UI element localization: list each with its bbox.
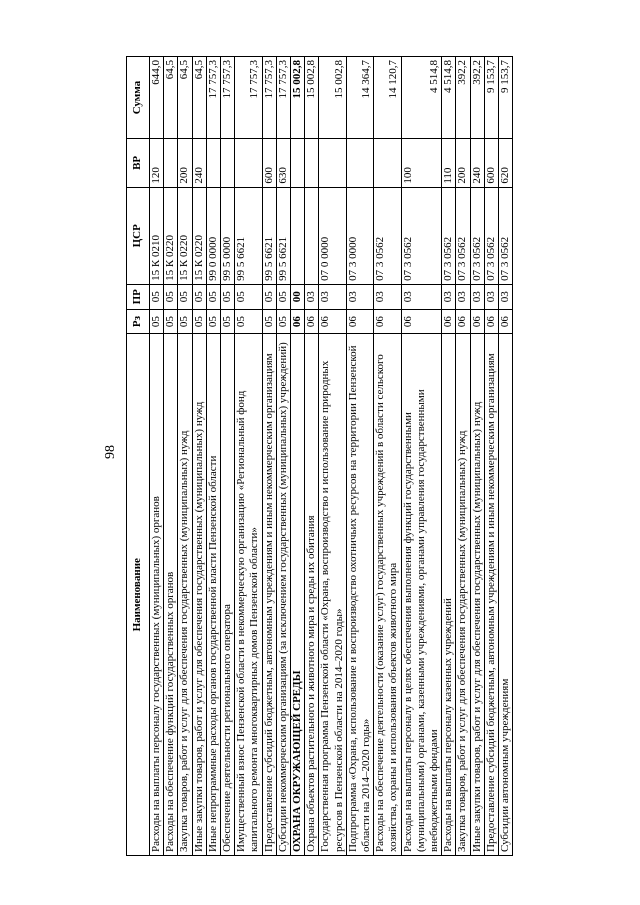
cell-rz: 06 bbox=[484, 309, 498, 334]
cell-name: Субсидии автономным учреждениям bbox=[499, 334, 513, 856]
cell-sum: 15 002,8 bbox=[291, 57, 305, 139]
cell-sum: 15 002,8 bbox=[305, 57, 319, 139]
cell-sum: 17 757,3 bbox=[276, 57, 290, 139]
table-row bbox=[235, 57, 262, 856]
cell-name: Субсидии некоммерческим организациям (за исключением государственных (муниципальных) учреждений) bbox=[276, 334, 290, 856]
cell-name: Иные закупки товаров, работ и услуг для обеспечения государственных (муниципальных) нужд bbox=[470, 334, 484, 856]
cell-sum: 392,2 bbox=[470, 57, 484, 139]
cell-csr: 99 5 0000 bbox=[221, 187, 235, 284]
header-pr: ПР bbox=[127, 284, 150, 309]
cell-pr: 03 bbox=[374, 284, 401, 309]
cell-vr bbox=[305, 139, 319, 188]
cell-rz: 06 bbox=[499, 309, 513, 334]
cell-sum: 64,5 bbox=[164, 57, 178, 139]
cell-rz: 05 bbox=[164, 309, 178, 334]
cell-vr bbox=[346, 139, 373, 188]
cell-sum: 4 514,8 bbox=[442, 57, 456, 139]
cell-vr: 240 bbox=[192, 139, 206, 188]
cell-csr bbox=[305, 187, 319, 284]
cell-name: Охрана объектов растительного и животного мира и среды их обитания bbox=[305, 334, 319, 856]
cell-sum: 14 364,7 bbox=[346, 57, 373, 139]
cell-name: Иные непрограммные расходы органов государственной власти Пензенской области bbox=[206, 334, 220, 856]
table-row bbox=[192, 57, 206, 856]
table-body bbox=[150, 57, 513, 856]
cell-sum: 17 757,3 bbox=[206, 57, 220, 139]
header-sum: Сумма bbox=[127, 57, 150, 139]
cell-sum: 64,5 bbox=[178, 57, 192, 139]
table-row bbox=[305, 57, 319, 856]
cell-rz: 05 bbox=[150, 309, 164, 334]
cell-pr: 03 bbox=[456, 284, 470, 309]
cell-rz: 06 bbox=[456, 309, 470, 334]
cell-vr: 600 bbox=[484, 139, 498, 188]
cell-pr: 03 bbox=[346, 284, 373, 309]
cell-vr bbox=[374, 139, 401, 188]
cell-vr: 120 bbox=[150, 139, 164, 188]
table-row bbox=[442, 57, 456, 856]
table-row bbox=[150, 57, 164, 856]
table-row bbox=[484, 57, 498, 856]
cell-vr: 630 bbox=[276, 139, 290, 188]
cell-csr: 99 0 0000 bbox=[206, 187, 220, 284]
cell-rz: 05 bbox=[262, 309, 276, 334]
cell-vr: 200 bbox=[178, 139, 192, 188]
cell-sum: 9 153,7 bbox=[484, 57, 498, 139]
cell-vr bbox=[235, 139, 262, 188]
table-row bbox=[262, 57, 276, 856]
page-number: 98 bbox=[103, 445, 118, 459]
table-row bbox=[178, 57, 192, 856]
cell-pr: 03 bbox=[319, 284, 346, 309]
cell-pr: 00 bbox=[291, 284, 305, 309]
cell-name: Государственная программа Пензенской области «Охрана, воспроизводство и использование природных ресурсов в Пензенской области на 2014–2020 годы» bbox=[319, 334, 346, 856]
cell-pr: 05 bbox=[221, 284, 235, 309]
cell-rz: 06 bbox=[346, 309, 373, 334]
table-row bbox=[470, 57, 484, 856]
header-rz: Рз bbox=[127, 309, 150, 334]
cell-name: Подпрограмма «Охрана, использование и воспроизводство охотничьих ресурсов на территории Пензенской области на 2014–2020 годы» bbox=[346, 334, 373, 856]
cell-csr: 99 5 6621 bbox=[235, 187, 262, 284]
cell-rz: 06 bbox=[305, 309, 319, 334]
cell-rz: 06 bbox=[470, 309, 484, 334]
cell-sum: 17 757,3 bbox=[262, 57, 276, 139]
cell-name: Расходы на обеспечение функций государственных органов bbox=[164, 334, 178, 856]
cell-name: Расходы на выплаты персоналу государственных (муниципальных) органов bbox=[150, 334, 164, 856]
cell-name: Расходы на выплаты персоналу казенных учреждений bbox=[442, 334, 456, 856]
cell-rz: 05 bbox=[206, 309, 220, 334]
cell-sum: 17 757,3 bbox=[235, 57, 262, 139]
table-row bbox=[499, 57, 513, 856]
cell-sum: 4 514,8 bbox=[401, 57, 442, 139]
cell-rz: 05 bbox=[276, 309, 290, 334]
cell-csr: 07 3 0562 bbox=[456, 187, 470, 284]
header-name: Наименование bbox=[127, 334, 150, 856]
cell-rz: 05 bbox=[221, 309, 235, 334]
cell-rz: 06 bbox=[291, 309, 305, 334]
cell-vr: 620 bbox=[499, 139, 513, 188]
cell-name: ОХРАНА ОКРУЖАЮЩЕЙ СРЕДЫ bbox=[291, 334, 305, 856]
cell-rz: 06 bbox=[442, 309, 456, 334]
cell-pr: 05 bbox=[262, 284, 276, 309]
cell-csr: 07 0 0000 bbox=[319, 187, 346, 284]
cell-name: Расходы на обеспечение деятельности (оказание услуг) государственных учреждений в области сельского хозяйства, охраны и использования объектов животного мира bbox=[374, 334, 401, 856]
cell-csr: 99 5 6621 bbox=[262, 187, 276, 284]
cell-vr bbox=[206, 139, 220, 188]
cell-vr bbox=[221, 139, 235, 188]
cell-vr bbox=[319, 139, 346, 188]
cell-name: Предоставление субсидий бюджетным, автономным учреждениям и иным некоммерческим организациям bbox=[484, 334, 498, 856]
cell-rz: 06 bbox=[319, 309, 346, 334]
cell-sum: 9 153,7 bbox=[499, 57, 513, 139]
cell-pr: 05 bbox=[276, 284, 290, 309]
cell-vr: 240 bbox=[470, 139, 484, 188]
table-row bbox=[291, 57, 305, 856]
cell-csr: 07 3 0562 bbox=[442, 187, 456, 284]
cell-sum: 14 120,7 bbox=[374, 57, 401, 139]
header-vr: ВР bbox=[127, 139, 150, 188]
table-row bbox=[401, 57, 442, 856]
cell-vr: 110 bbox=[442, 139, 456, 188]
header-csr: ЦСР bbox=[127, 187, 150, 284]
cell-vr: 100 bbox=[401, 139, 442, 188]
cell-sum: 392,2 bbox=[456, 57, 470, 139]
cell-sum: 64,5 bbox=[192, 57, 206, 139]
cell-sum: 17 757,3 bbox=[221, 57, 235, 139]
cell-pr: 03 bbox=[401, 284, 442, 309]
table-row bbox=[346, 57, 373, 856]
cell-rz: 05 bbox=[235, 309, 262, 334]
cell-csr bbox=[291, 187, 305, 284]
cell-csr: 15 К 0210 bbox=[150, 187, 164, 284]
cell-pr: 03 bbox=[442, 284, 456, 309]
table-header-row bbox=[127, 57, 150, 856]
cell-pr: 03 bbox=[484, 284, 498, 309]
cell-sum: 644,0 bbox=[150, 57, 164, 139]
cell-csr: 99 5 6621 bbox=[276, 187, 290, 284]
cell-pr: 03 bbox=[470, 284, 484, 309]
cell-pr: 05 bbox=[235, 284, 262, 309]
cell-vr: 200 bbox=[456, 139, 470, 188]
cell-pr: 05 bbox=[178, 284, 192, 309]
cell-name: Иные закупки товаров, работ и услуг для обеспечения государственных (муниципальных) нужд bbox=[192, 334, 206, 856]
cell-name: Предоставление субсидий бюджетным, автономным учреждениям и иным некоммерческим организациям bbox=[262, 334, 276, 856]
table-row bbox=[164, 57, 178, 856]
table-row bbox=[276, 57, 290, 856]
cell-rz: 05 bbox=[192, 309, 206, 334]
cell-csr: 07 3 0562 bbox=[499, 187, 513, 284]
table-row bbox=[374, 57, 401, 856]
cell-pr: 03 bbox=[305, 284, 319, 309]
rotated-page-body bbox=[126, 56, 580, 856]
cell-csr: 07 3 0562 bbox=[484, 187, 498, 284]
cell-csr: 07 3 0562 bbox=[401, 187, 442, 284]
budget-table bbox=[126, 56, 513, 856]
cell-vr: 600 bbox=[262, 139, 276, 188]
cell-csr: 15 К 0220 bbox=[164, 187, 178, 284]
cell-rz: 06 bbox=[401, 309, 442, 334]
cell-pr: 05 bbox=[206, 284, 220, 309]
table-row bbox=[319, 57, 346, 856]
cell-csr: 07 3 0000 bbox=[346, 187, 373, 284]
cell-vr bbox=[291, 139, 305, 188]
cell-pr: 05 bbox=[150, 284, 164, 309]
cell-name: Закупка товаров, работ и услуг для обеспечения государственных (муниципальных) нужд bbox=[456, 334, 470, 856]
cell-pr: 03 bbox=[499, 284, 513, 309]
cell-pr: 05 bbox=[164, 284, 178, 309]
cell-sum: 15 002,8 bbox=[319, 57, 346, 139]
cell-name: Обеспечение деятельности регионального оператора bbox=[221, 334, 235, 856]
cell-vr bbox=[164, 139, 178, 188]
rotated-table-container bbox=[126, 56, 580, 856]
cell-name: Расходы на выплаты персоналу в целях обеспечения выполнения функций государственными (муниципальными) органами, казенными учреждениями, органами управления государственными внебюджетными фондами bbox=[401, 334, 442, 856]
cell-rz: 06 bbox=[374, 309, 401, 334]
cell-pr: 05 bbox=[192, 284, 206, 309]
table-row bbox=[206, 57, 220, 856]
cell-name: Закупка товаров, работ и услуг для обеспечения государственных (муниципальных) нужд bbox=[178, 334, 192, 856]
table-row bbox=[221, 57, 235, 856]
cell-name: Имущественный взнос Пензенской области в некоммерческую организацию «Региональный фонд капитального ремонта многоквартирных домов Пензенской области» bbox=[235, 334, 262, 856]
table-row bbox=[456, 57, 470, 856]
cell-csr: 07 3 0562 bbox=[470, 187, 484, 284]
cell-rz: 05 bbox=[178, 309, 192, 334]
cell-csr: 07 3 0562 bbox=[374, 187, 401, 284]
cell-csr: 15 К 0220 bbox=[178, 187, 192, 284]
cell-csr: 15 К 0220 bbox=[192, 187, 206, 284]
